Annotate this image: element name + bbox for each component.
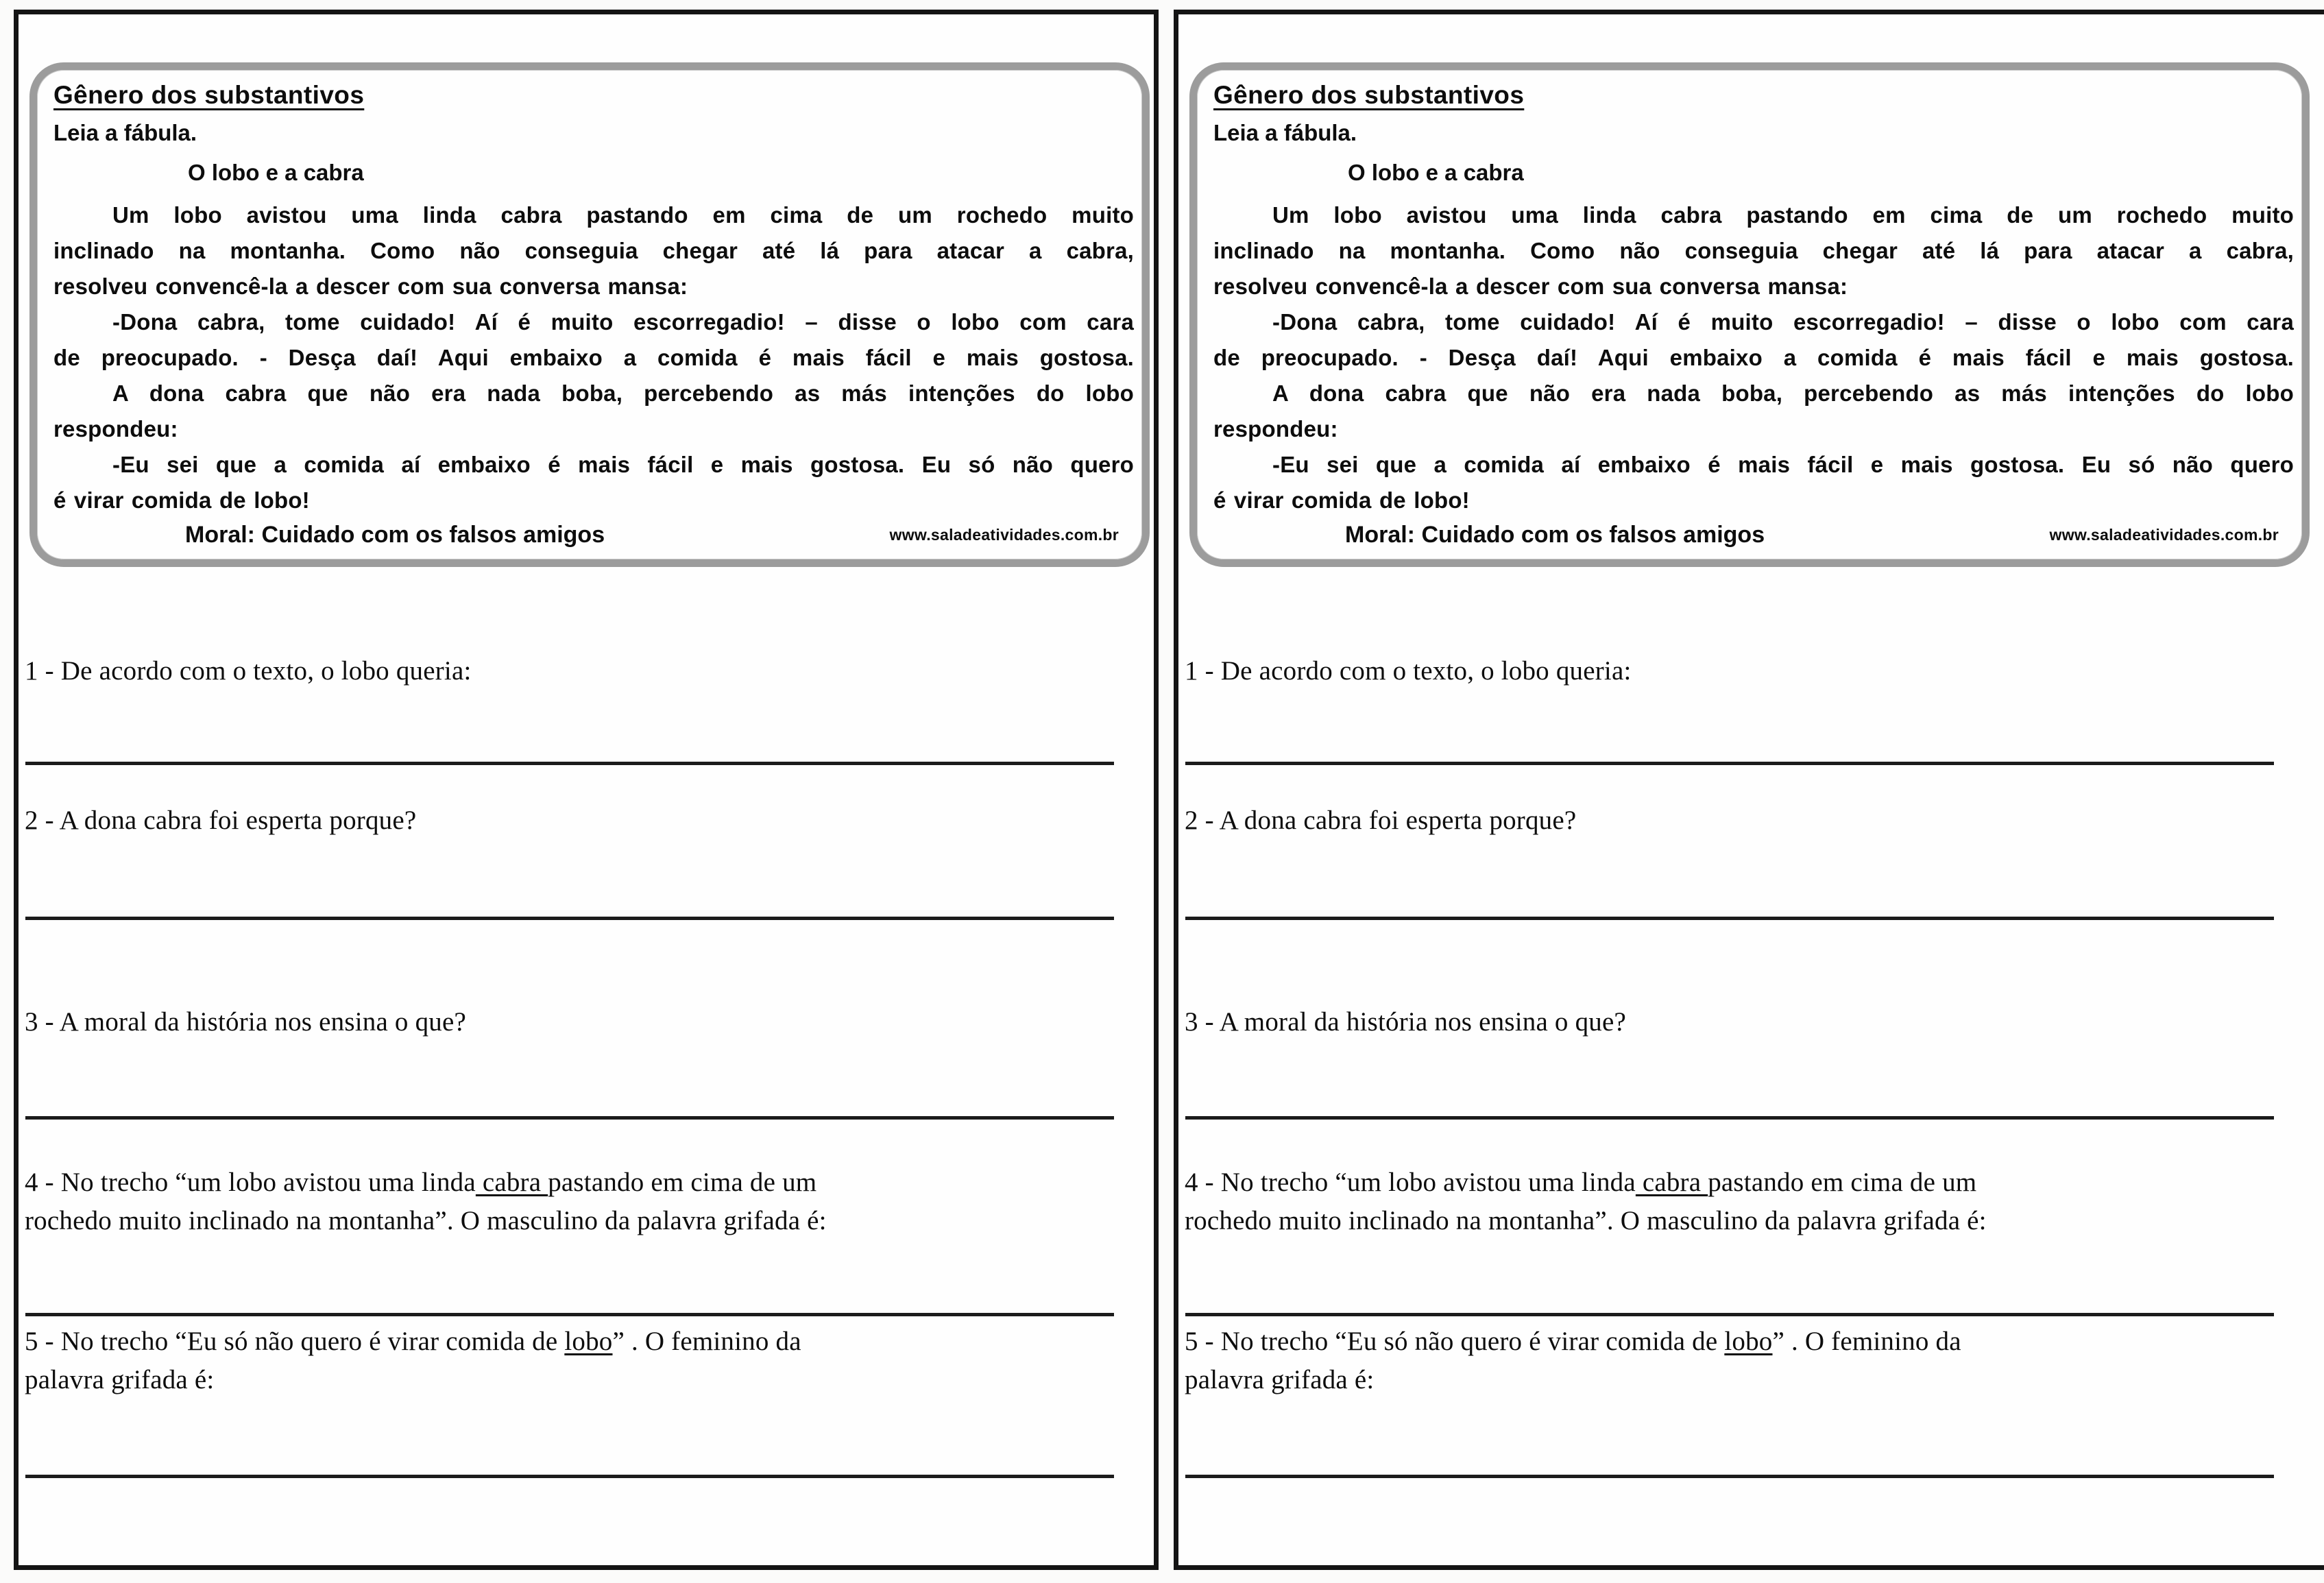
fable-line: -Eu sei que a comida aí embaixo é mais fácil e mais gostosa. Eu só não quero: [1272, 452, 2294, 477]
question-5-text: ” . O feminino da: [1772, 1327, 1961, 1356]
answer-line: [25, 917, 1114, 920]
underlined-word-lobo: lobo: [564, 1327, 613, 1356]
fable-box: [29, 62, 1150, 567]
answer-line: [1185, 1313, 2274, 1316]
question-4-text: rochedo muito inclinado na montanha”. O masculino da palavra grifada é:: [1185, 1206, 1987, 1235]
question-3: 3 - A moral da história nos ensina o que?: [25, 1007, 466, 1037]
answer-line: [1185, 762, 2274, 765]
fable-line: -Eu sei que a comida aí embaixo é mais fácil e mais gostosa. Eu só não quero: [112, 452, 1134, 477]
fable-line: é virar comida de lobo!: [53, 487, 310, 513]
fable-moral: Moral: Cuidado com os falsos amigos: [1345, 522, 1765, 548]
answer-line: [25, 1116, 1114, 1120]
fable-line: Um lobo avistou uma linda cabra pastando em cima de um rochedo muito: [112, 202, 1134, 228]
question-4-text: pastando em cima de um: [1708, 1168, 1977, 1197]
fable-line: de preocupado. - Desça daí! Aqui embaixo a comida é mais fácil e mais gostosa.: [53, 345, 1134, 370]
question-2: 2 - A dona cabra foi esperta porque?: [1185, 806, 1577, 835]
fable-line: inclinado na montanha. Como não conseguia chegar até lá para atacar a cabra,: [53, 238, 1134, 263]
question-5-text: palavra grifada é:: [25, 1365, 215, 1394]
answer-line: [25, 1313, 1114, 1316]
instruction-text: Leia a fábula.: [53, 120, 197, 145]
fable-line: respondeu:: [53, 416, 178, 442]
question-2: 2 - A dona cabra foi esperta porque?: [25, 806, 417, 835]
fable-line: resolveu convencê-la a descer com sua conversa mansa:: [1213, 274, 1848, 299]
fable-line: de preocupado. - Desça daí! Aqui embaixo a comida é mais fácil e mais gostosa.: [1213, 345, 2294, 370]
fable-heading: O lobo e a cabra: [1348, 160, 1524, 185]
worksheet-panel-right: [1174, 10, 2324, 1570]
question-4-text: pastando em cima de um: [548, 1168, 817, 1197]
question-5-text: 5 - No trecho “Eu só não quero é virar comida de: [25, 1327, 565, 1356]
fable-line: é virar comida de lobo!: [1213, 487, 1470, 513]
question-5-text: ” . O feminino da: [612, 1327, 801, 1356]
question-5-text: 5 - No trecho “Eu só não quero é virar comida de: [1185, 1327, 1725, 1356]
fable-line: resolveu convencê-la a descer com sua conversa mansa:: [53, 274, 688, 299]
website-url: www.saladeatividades.com.br: [2049, 526, 2279, 544]
question-5: [1185, 1322, 2286, 1399]
fable-box: [1189, 62, 2310, 567]
question-5-text: palavra grifada é:: [1185, 1365, 1375, 1394]
underlined-word-cabra: cabra: [475, 1168, 548, 1197]
question-5: [25, 1322, 1115, 1399]
instruction-text: Leia a fábula.: [1213, 120, 1357, 145]
website-url: www.saladeatividades.com.br: [889, 526, 1119, 544]
question-4: [1185, 1163, 2286, 1240]
worksheet-title: Gênero dos substantivos: [1213, 81, 1525, 109]
fable-line: A dona cabra que não era nada boba, percebendo as más intenções do lobo: [112, 380, 1134, 406]
fable-heading: O lobo e a cabra: [188, 160, 364, 185]
fable-line: A dona cabra que não era nada boba, percebendo as más intenções do lobo: [1272, 380, 2294, 406]
underlined-word-cabra: cabra: [1635, 1168, 1708, 1197]
worksheet-title: Gênero dos substantivos: [53, 81, 365, 109]
question-4-text: 4 - No trecho “um lobo avistou uma linda: [1185, 1168, 1636, 1197]
worksheet-panel-left: [14, 10, 1159, 1570]
answer-line: [1185, 917, 2274, 920]
answer-line: [1185, 1475, 2274, 1478]
fable-line: -Dona cabra, tome cuidado! Aí é muito escorregadio! – disse o lobo com cara: [112, 309, 1134, 335]
question-1: 1 - De acordo com o texto, o lobo queria:: [1185, 656, 1632, 686]
fable-line: -Dona cabra, tome cuidado! Aí é muito escorregadio! – disse o lobo com cara: [1272, 309, 2294, 335]
question-4-text: 4 - No trecho “um lobo avistou uma linda: [25, 1168, 476, 1197]
answer-line: [1185, 1116, 2274, 1120]
question-4-text: rochedo muito inclinado na montanha”. O masculino da palavra grifada é:: [25, 1206, 827, 1235]
underlined-word-lobo: lobo: [1724, 1327, 1773, 1356]
fable-moral: Moral: Cuidado com os falsos amigos: [185, 522, 605, 548]
question-1: 1 - De acordo com o texto, o lobo queria:: [25, 656, 472, 686]
fable-line: inclinado na montanha. Como não conseguia chegar até lá para atacar a cabra,: [1213, 238, 2294, 263]
question-3: 3 - A moral da história nos ensina o que?: [1185, 1007, 1626, 1037]
fable-line: respondeu:: [1213, 416, 1338, 442]
question-4: [25, 1163, 1115, 1240]
answer-line: [25, 1475, 1114, 1478]
answer-line: [25, 762, 1114, 765]
fable-line: Um lobo avistou uma linda cabra pastando em cima de um rochedo muito: [1272, 202, 2294, 228]
